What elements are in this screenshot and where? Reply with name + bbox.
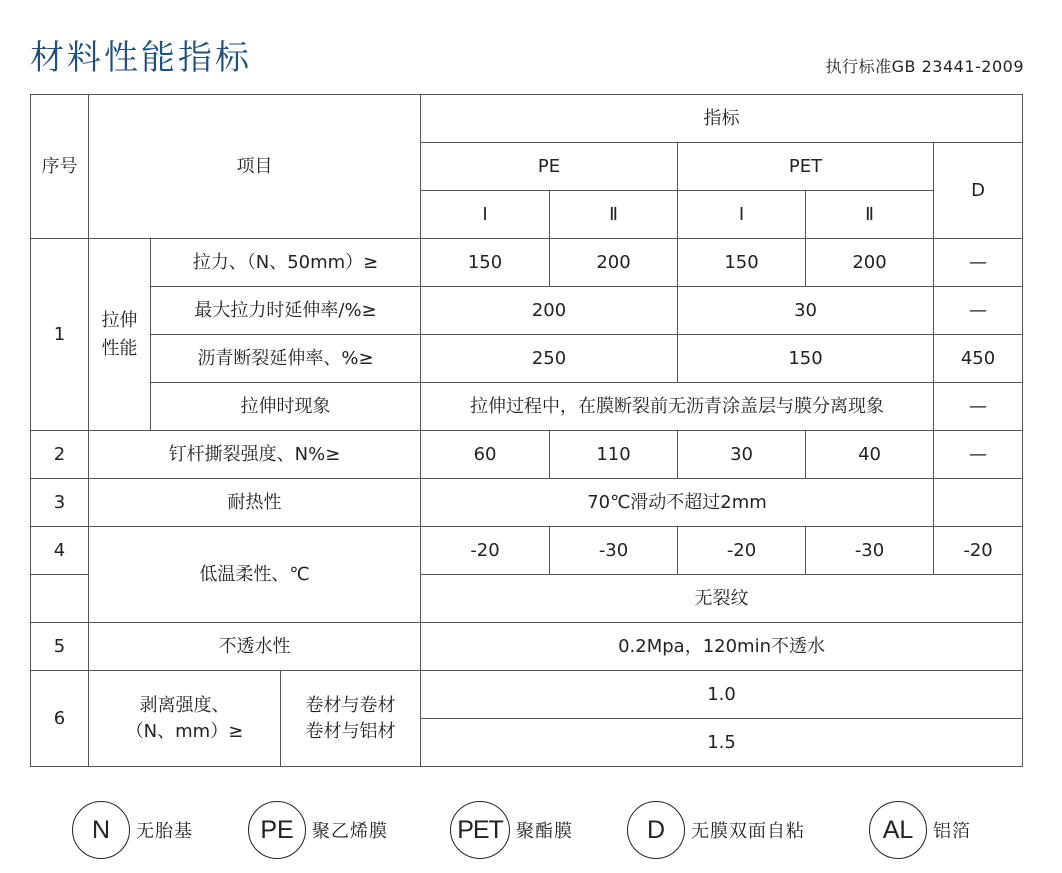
legend [72, 800, 1012, 860]
row6-seq: 6 [31, 671, 89, 767]
table-row [31, 239, 1023, 287]
row4-label: 低温柔性、℃ [89, 527, 421, 623]
tensile-pe1: 150 [421, 239, 550, 287]
elong-break-label: 沥青断裂延伸率、%≥ [151, 335, 421, 383]
header-pet-grade1: Ⅰ [678, 191, 806, 239]
legend-item [627, 800, 805, 860]
header-index: 指标 [421, 95, 1023, 143]
row3-value: 70℃滑动不超过2mm [421, 479, 934, 527]
legend-item [450, 800, 573, 860]
header-item: 项目 [89, 95, 421, 239]
row4-seq: 4 [31, 527, 89, 575]
row4-pet2: -30 [806, 527, 934, 575]
phenomenon-label: 拉伸时现象 [151, 383, 421, 431]
legend-item [248, 800, 388, 860]
table-row [31, 527, 1023, 575]
table-row [31, 287, 1023, 335]
row2-pe1: 60 [421, 431, 550, 479]
elong-max-pe: 200 [421, 287, 678, 335]
table-row [31, 431, 1023, 479]
legend-item [869, 800, 971, 860]
row4-seq-empty [31, 575, 89, 623]
legend-label-al: 铝箔 [933, 821, 971, 842]
row3-label: 耐热性 [89, 479, 421, 527]
table-row [31, 335, 1023, 383]
table-row [31, 95, 1023, 143]
row5-seq: 5 [31, 623, 89, 671]
legend-item [72, 800, 193, 860]
legend-abbr-n: N [72, 801, 130, 859]
tensile-pet2: 200 [806, 239, 934, 287]
header-seq: 序号 [31, 95, 89, 239]
elong-break-d: 450 [934, 335, 1023, 383]
elong-break-pet: 150 [678, 335, 934, 383]
row1-seq: 1 [31, 239, 89, 431]
header-pet-grade2: Ⅱ [806, 191, 934, 239]
row5-value: 0.2Mpa，120min不透水 [421, 623, 1023, 671]
row2-pe2: 110 [550, 431, 678, 479]
row4-pe1: -20 [421, 527, 550, 575]
row4-d: -20 [934, 527, 1023, 575]
table-row [31, 671, 1023, 719]
elong-max-d: — [934, 287, 1023, 335]
row4-pet1: -20 [678, 527, 806, 575]
header-d: D [934, 143, 1023, 239]
row2-pet2: 40 [806, 431, 934, 479]
header-pe-grade2: Ⅱ [550, 191, 678, 239]
row2-pet1: 30 [678, 431, 806, 479]
row4-pe2: -30 [550, 527, 678, 575]
row3-seq: 3 [31, 479, 89, 527]
header-pet: PET [678, 143, 934, 191]
row6-sublabels: 卷材与卷材 卷材与铝材 [281, 671, 421, 767]
row4-crack: 无裂纹 [421, 575, 1023, 623]
tensile-pet1: 150 [678, 239, 806, 287]
phenomenon-d: — [934, 383, 1023, 431]
header-pe: PE [421, 143, 678, 191]
table-row [31, 623, 1023, 671]
row2-d: — [934, 431, 1023, 479]
row5-label: 不透水性 [89, 623, 421, 671]
elong-max-label: 最大拉力时延伸率/%≥ [151, 287, 421, 335]
row6-label: 剥离强度、 （N、mm）≥ [89, 671, 281, 767]
elong-max-pet: 30 [678, 287, 934, 335]
tensile-label: 拉力、（N、50mm）≥ [151, 239, 421, 287]
table-row [31, 479, 1023, 527]
row6-value2: 1.5 [421, 719, 1023, 767]
row3-d [934, 479, 1023, 527]
elong-break-pe: 250 [421, 335, 678, 383]
spec-table [30, 94, 1023, 767]
legend-abbr-d: D [627, 801, 685, 859]
tensile-pe2: 200 [550, 239, 678, 287]
legend-abbr-al: AL [869, 801, 927, 859]
row6-value1: 1.0 [421, 671, 1023, 719]
row2-seq: 2 [31, 431, 89, 479]
legend-label-pet: 聚酯膜 [516, 821, 573, 842]
legend-label-d: 无膜双面自粘 [691, 821, 805, 842]
header-pe-grade1: Ⅰ [421, 191, 550, 239]
standard-reference: 执行标准GB 23441-2009 [825, 57, 1024, 76]
row1-group: 拉伸性能 [89, 239, 151, 431]
legend-label-n: 无胎基 [136, 821, 193, 842]
row2-label: 钉杆撕裂强度、N%≥ [89, 431, 421, 479]
tensile-d: — [934, 239, 1023, 287]
table-row [31, 383, 1023, 431]
page-title: 材料性能指标 [30, 38, 252, 78]
legend-label-pe: 聚乙烯膜 [312, 821, 388, 842]
legend-abbr-pe: PE [248, 801, 306, 859]
legend-abbr-pet: PET [450, 801, 510, 859]
phenomenon-value: 拉伸过程中，在膜断裂前无沥青涂盖层与膜分离现象 [421, 383, 934, 431]
